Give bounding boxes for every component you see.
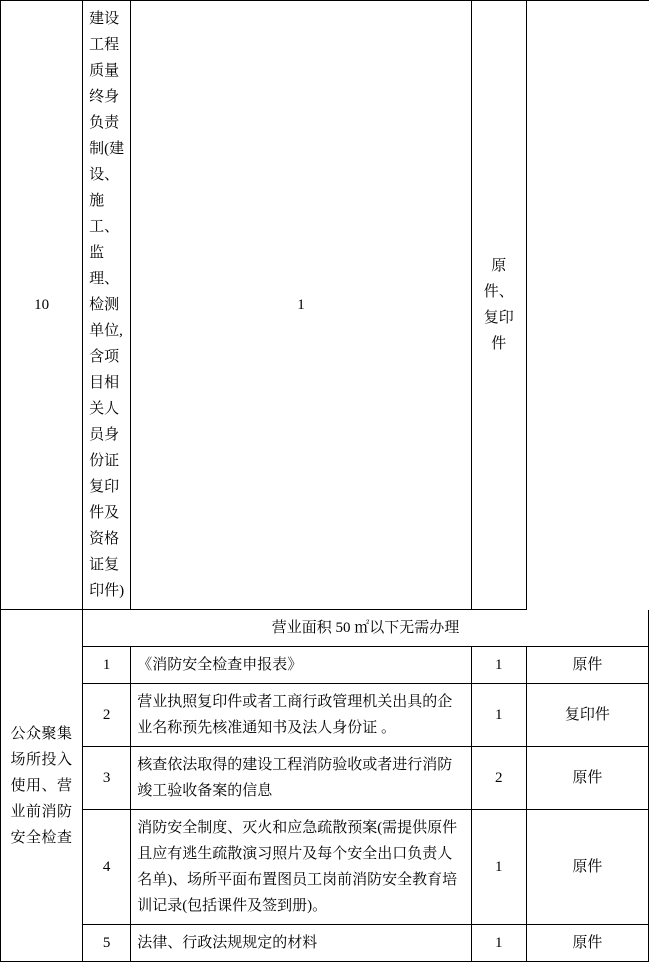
row-document-type: 原件 [526, 747, 648, 810]
row-quantity: 1 [471, 925, 526, 962]
row-document-type: 原件 [526, 925, 648, 962]
section-category-label: 公众聚集场所投入使用、营业前消防安全检查 [1, 610, 83, 962]
row-quantity: 2 [471, 747, 526, 810]
table-row [1, 684, 649, 747]
row-document-type: 复印件 [526, 684, 648, 747]
row-number: 4 [83, 810, 131, 925]
row-number: 3 [83, 747, 131, 810]
row-document-type: 原件、复印件 [471, 1, 526, 610]
table-row [1, 925, 649, 962]
section-note: 营业面积 50 ㎡以下无需办理 [83, 610, 649, 647]
table-row [1, 747, 649, 810]
row-item: 《消防安全检查申报表》 [131, 647, 472, 684]
row-item: 核查依法取得的建设工程消防验收或者进行消防竣工验收备案的信息 [131, 747, 472, 810]
row-quantity: 1 [131, 1, 472, 610]
row-item: 消防安全制度、灭火和应急疏散预案(需提供原件且应有逃生疏散演习照片及每个安全出口负责人名单)、场所平面布置图员工岗前消防安全教育培训记录(包括课件及签到册)。 [131, 810, 472, 925]
row-number: 10 [1, 1, 83, 610]
row-document-type: 原件 [526, 810, 648, 925]
row-item: 法律、行政法规规定的材料 [131, 925, 472, 962]
row-quantity: 1 [471, 810, 526, 925]
row-number: 1 [83, 647, 131, 684]
row-number: 5 [83, 925, 131, 962]
row-document-type: 原件 [526, 647, 648, 684]
table-row-section-note [1, 610, 649, 647]
row-quantity: 1 [471, 684, 526, 747]
row-quantity: 1 [471, 647, 526, 684]
table-row [1, 810, 649, 925]
row-item: 建设工程质量终身负责制(建设、施工、监理、检测单位,含项目相关人员身份证复印件及资格证复印件) [83, 1, 131, 610]
table-row [1, 647, 649, 684]
row-number: 2 [83, 684, 131, 747]
table-row [1, 1, 649, 610]
row-item: 营业执照复印件或者工商行政管理机关出具的企业名称预先核准通知书及法人身份证 。 [131, 684, 472, 747]
